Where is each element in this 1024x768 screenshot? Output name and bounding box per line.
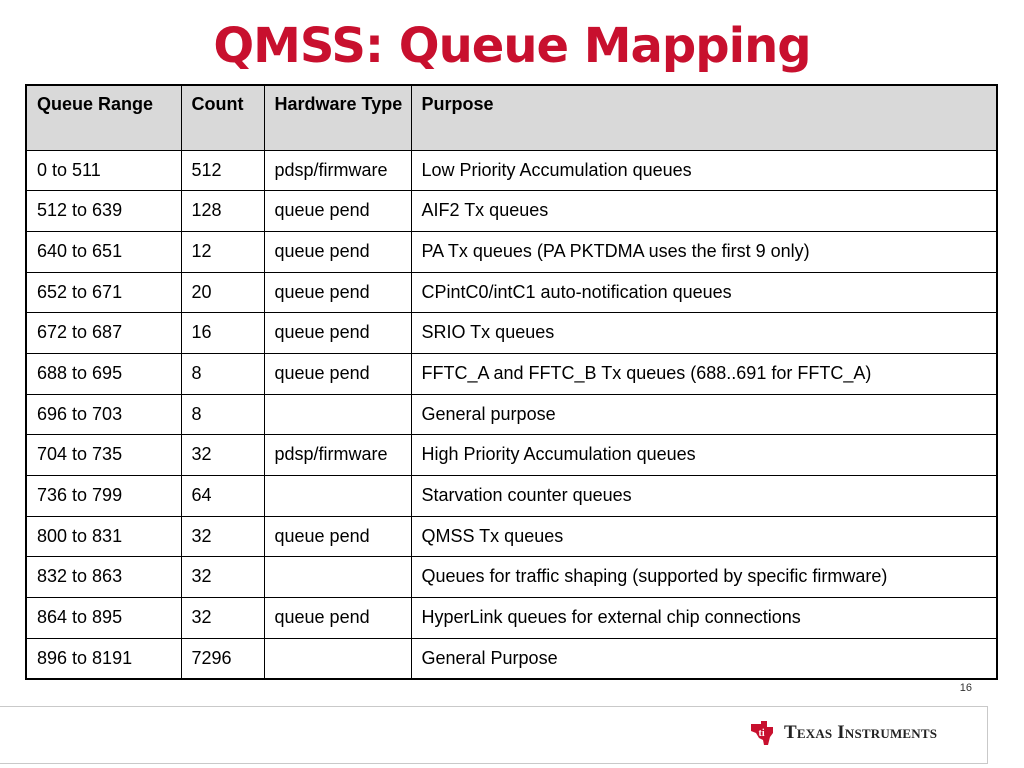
table-row xyxy=(26,516,997,557)
cell-queue-range: 672 to 687 xyxy=(26,313,181,354)
table-row xyxy=(26,191,997,232)
cell-queue-range: 640 to 651 xyxy=(26,231,181,272)
header-purpose: Purpose xyxy=(411,85,997,150)
cell-hardware-type: queue pend xyxy=(264,272,411,313)
cell-hardware-type: queue pend xyxy=(264,516,411,557)
cell-count: 32 xyxy=(181,557,264,598)
cell-hardware-type: queue pend xyxy=(264,353,411,394)
cell-count: 512 xyxy=(181,150,264,191)
table-row xyxy=(26,598,997,639)
cell-purpose: AIF2 Tx queues xyxy=(411,191,997,232)
cell-purpose: HyperLink queues for external chip connections xyxy=(411,598,997,639)
cell-purpose: CPintC0/intC1 auto-notification queues xyxy=(411,272,997,313)
table-header-row xyxy=(26,85,997,150)
cell-queue-range: 688 to 695 xyxy=(26,353,181,394)
cell-count: 12 xyxy=(181,231,264,272)
table-row xyxy=(26,272,997,313)
cell-count: 32 xyxy=(181,598,264,639)
cell-hardware-type: queue pend xyxy=(264,191,411,232)
queue-mapping-table xyxy=(25,84,998,680)
cell-purpose: QMSS Tx queues xyxy=(411,516,997,557)
cell-hardware-type: pdsp/firmware xyxy=(264,435,411,476)
ti-logo xyxy=(748,719,937,747)
cell-queue-range: 652 to 671 xyxy=(26,272,181,313)
cell-hardware-type: queue pend xyxy=(264,598,411,639)
cell-purpose: General purpose xyxy=(411,394,997,435)
cell-queue-range: 864 to 895 xyxy=(26,598,181,639)
cell-count: 32 xyxy=(181,435,264,476)
cell-queue-range: 0 to 511 xyxy=(26,150,181,191)
cell-hardware-type: pdsp/firmware xyxy=(264,150,411,191)
table-row xyxy=(26,394,997,435)
cell-hardware-type xyxy=(264,394,411,435)
cell-purpose: FFTC_A and FFTC_B Tx queues (688..691 for FFTC_A) xyxy=(411,353,997,394)
ti-logo-text: Texas Instruments xyxy=(784,722,938,743)
cell-queue-range: 832 to 863 xyxy=(26,557,181,598)
page-number: 16 xyxy=(959,682,972,694)
cell-purpose: PA Tx queues (PA PKTDMA uses the first 9 only) xyxy=(411,231,997,272)
cell-queue-range: 736 to 799 xyxy=(26,476,181,517)
table-row xyxy=(26,150,997,191)
cell-hardware-type: queue pend xyxy=(264,231,411,272)
header-hardware-type: Hardware Type xyxy=(264,85,411,150)
cell-purpose: Starvation counter queues xyxy=(411,476,997,517)
table-row xyxy=(26,231,997,272)
cell-count: 16 xyxy=(181,313,264,354)
header-queue-range: Queue Range xyxy=(26,85,181,150)
table-row xyxy=(26,476,997,517)
cell-hardware-type: queue pend xyxy=(264,313,411,354)
table-row xyxy=(26,638,997,679)
table-row xyxy=(26,313,997,354)
cell-count: 7296 xyxy=(181,638,264,679)
cell-purpose: High Priority Accumulation queues xyxy=(411,435,997,476)
table-row xyxy=(26,435,997,476)
cell-queue-range: 696 to 703 xyxy=(26,394,181,435)
cell-count: 128 xyxy=(181,191,264,232)
cell-count: 20 xyxy=(181,272,264,313)
cell-count: 8 xyxy=(181,353,264,394)
cell-purpose: SRIO Tx queues xyxy=(411,313,997,354)
cell-count: 64 xyxy=(181,476,264,517)
cell-purpose: Low Priority Accumulation queues xyxy=(411,150,997,191)
table-body xyxy=(26,150,997,679)
cell-queue-range: 704 to 735 xyxy=(26,435,181,476)
cell-count: 32 xyxy=(181,516,264,557)
cell-purpose: Queues for traffic shaping (supported by specific firmware) xyxy=(411,557,997,598)
cell-queue-range: 800 to 831 xyxy=(26,516,181,557)
header-count: Count xyxy=(181,85,264,150)
cell-queue-range: 512 to 639 xyxy=(26,191,181,232)
cell-count: 8 xyxy=(181,394,264,435)
slide-title: QMSS: Queue Mapping xyxy=(213,18,811,74)
cell-hardware-type xyxy=(264,476,411,517)
ti-state-bug-logo-icon xyxy=(748,719,776,747)
cell-hardware-type xyxy=(264,557,411,598)
table-row xyxy=(26,557,997,598)
svg-text:ti: ti xyxy=(758,728,765,739)
cell-purpose: General Purpose xyxy=(411,638,997,679)
cell-queue-range: 896 to 8191 xyxy=(26,638,181,679)
table-row xyxy=(26,353,997,394)
cell-hardware-type xyxy=(264,638,411,679)
